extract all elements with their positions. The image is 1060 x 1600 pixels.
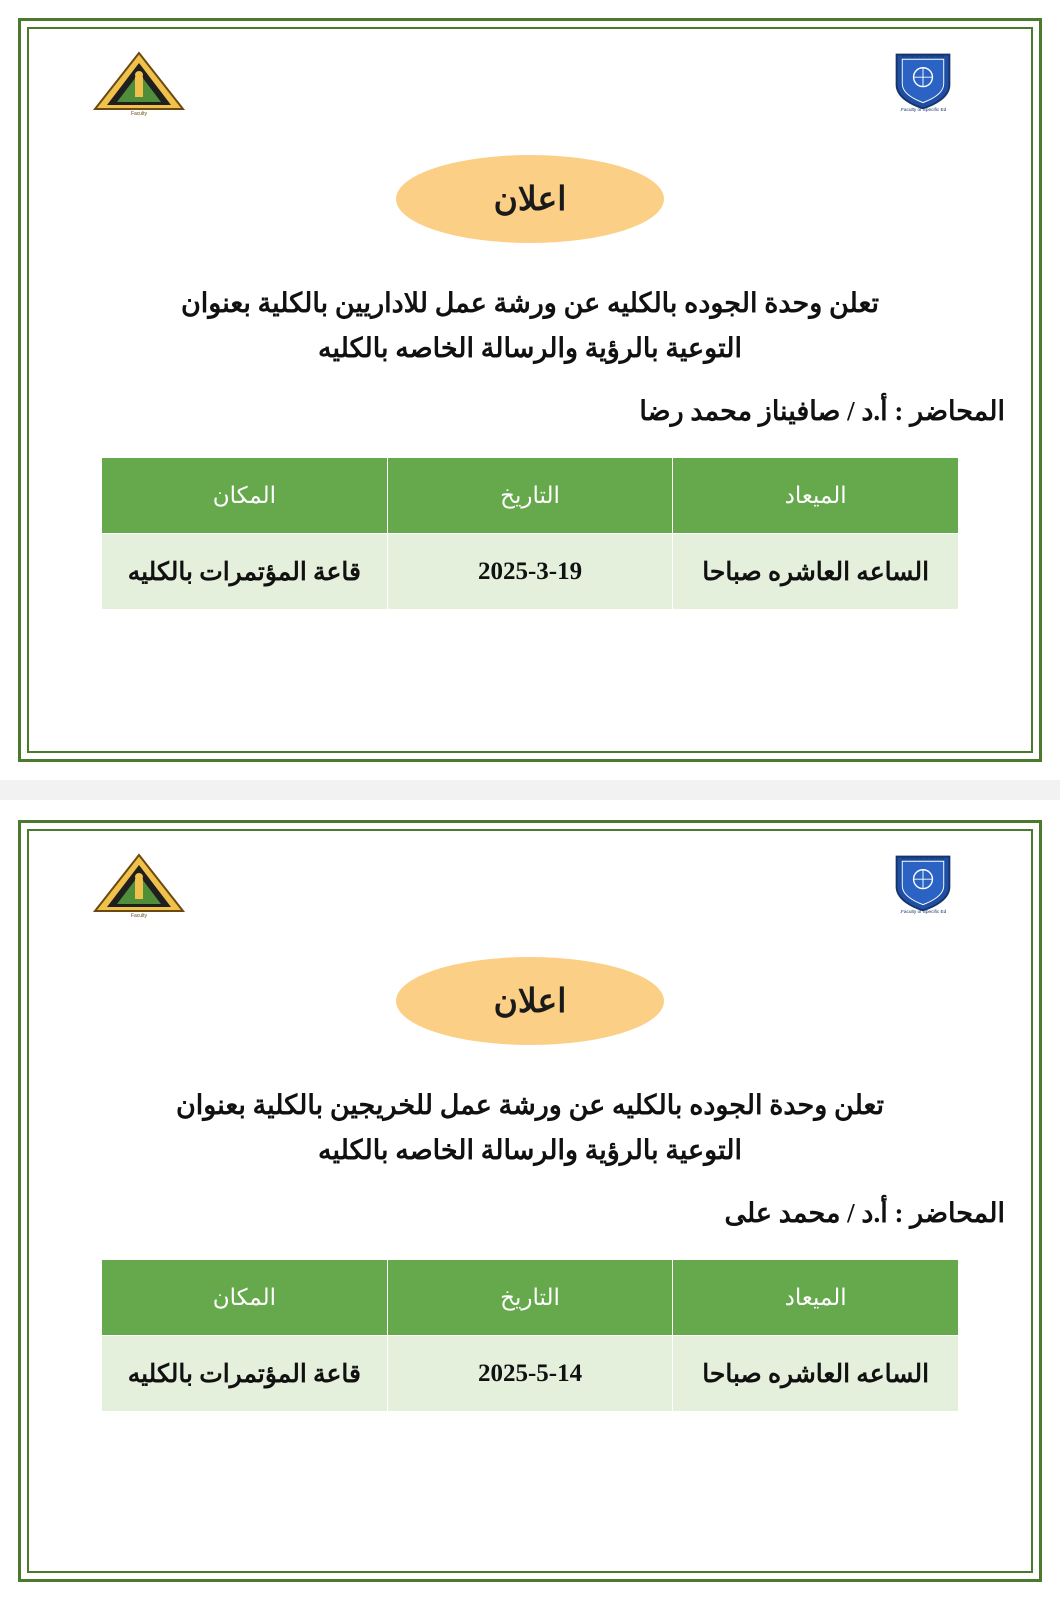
svg-text:Mansoura University: Mansoura University [901, 855, 945, 861]
decorative-frame-inner [27, 27, 1033, 753]
table-header-row [102, 458, 959, 534]
header-time: الميعاد [673, 1260, 959, 1336]
cell-place: قاعة المؤتمرات بالكليه [102, 1336, 388, 1412]
details-table [101, 457, 959, 610]
announcement-badge: اعلان [396, 155, 664, 243]
header-time: الميعاد [673, 458, 959, 534]
announcement-card-2 [0, 800, 1060, 1600]
faculty-logo [91, 849, 187, 919]
lecturer-line: المحاضر : أ.د / صافيناز محمد رضا [639, 396, 1005, 427]
announcement-line-2: التوعية بالرؤية والرسالة الخاصه بالكليه [318, 332, 742, 363]
lecturer-line: المحاضر : أ.د / محمد على [724, 1198, 1005, 1229]
faculty-logo [91, 47, 187, 117]
announcement-line-1: تعلن وحدة الجوده بالكليه عن ورشة عمل للاداريين بالكلية بعنوان [180, 288, 880, 318]
cell-date: 2025-3-19 [387, 534, 673, 610]
cell-place: قاعة المؤتمرات بالكليه [102, 534, 388, 610]
logo-row [55, 39, 1005, 117]
svg-text:Mansoura University: Mansoura University [901, 53, 945, 59]
announcement-card-1 [0, 0, 1060, 780]
faculty-pyramid-icon [91, 849, 187, 919]
decorative-frame-inner [27, 829, 1033, 1573]
header-date: التاريخ [387, 458, 673, 534]
table-row [102, 1336, 959, 1412]
university-crest-icon [877, 849, 969, 915]
details-table [101, 1259, 959, 1412]
header-place: المكان [102, 458, 388, 534]
svg-text:Faculty: Faculty [130, 913, 148, 919]
announcement-body [55, 281, 1005, 370]
announcement-badge: اعلان [396, 957, 664, 1045]
cell-date: 2025-5-14 [387, 1336, 673, 1412]
faculty-pyramid-icon [91, 47, 187, 117]
logo-row [55, 841, 1005, 919]
announcement-line-2: التوعية بالرؤية والرسالة الخاصه بالكليه [318, 1134, 742, 1165]
university-crest-icon [877, 47, 969, 113]
badge-wrap [55, 155, 1005, 243]
header-date: التاريخ [387, 1260, 673, 1336]
svg-text:Faculty of Specific Ed.: Faculty of Specific Ed. [899, 909, 947, 915]
decorative-frame-outer [18, 820, 1042, 1582]
svg-text:Faculty of Specific Ed.: Faculty of Specific Ed. [899, 107, 947, 113]
announcement-body [55, 1083, 1005, 1172]
announcement-line-1: تعلن وحدة الجوده بالكليه عن ورشة عمل للخريجين بالكلية بعنوان [175, 1090, 885, 1120]
svg-text:Faculty: Faculty [130, 111, 148, 117]
mansoura-university-logo [873, 47, 969, 113]
mansoura-university-logo [873, 849, 969, 915]
cell-time: الساعه العاشره صباحا [673, 1336, 959, 1412]
cell-time: الساعه العاشره صباحا [673, 534, 959, 610]
table-header-row [102, 1260, 959, 1336]
page-separator [0, 780, 1060, 800]
badge-wrap [55, 957, 1005, 1045]
table-row [102, 534, 959, 610]
decorative-frame-outer [18, 18, 1042, 762]
header-place: المكان [102, 1260, 388, 1336]
